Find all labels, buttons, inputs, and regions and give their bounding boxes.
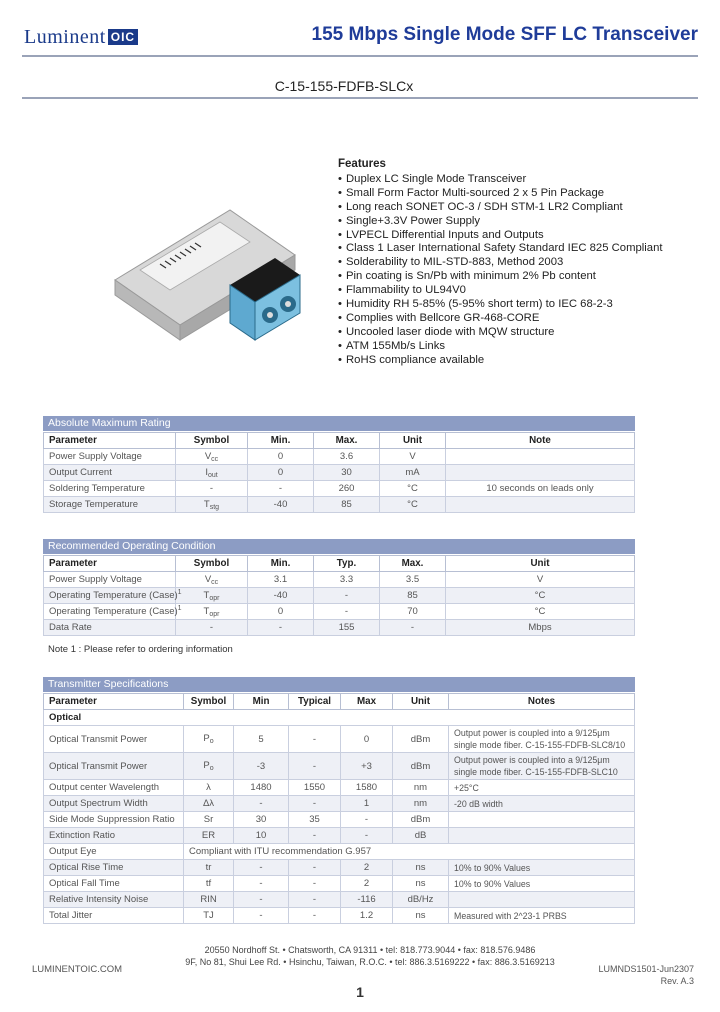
typ-cell: - [314,588,380,604]
note-cell [449,812,635,828]
unit-cell: °C [446,604,635,620]
column-header: Unit [380,433,446,449]
tx-table [43,693,635,924]
typ-cell: - [289,860,341,876]
max-cell: - [341,812,393,828]
footer-website: LUMINENTOIC.COM [32,964,123,975]
table-row [44,908,635,924]
typ-cell: 3.3 [314,572,380,588]
abs-max-table [43,432,635,513]
symbol-subscript: cc [211,578,219,586]
note-cell [446,449,635,465]
symbol-cell: Δλ [184,796,234,812]
note-cell: +25°C [449,780,635,796]
column-header: Typ. [314,556,380,572]
feature-item: • Uncooled laser diode with MQW structure [338,326,698,340]
note-cell: Measured with 2^23-1 PRBS [449,908,635,924]
feature-item: • Single+3.3V Power Supply [338,215,698,229]
unit-cell: V [446,572,635,588]
max-cell: 2 [341,860,393,876]
symbol-subscript: o [209,738,214,745]
max-cell: 0 [341,726,393,753]
parameter-cell: Output Current [44,465,176,481]
parameter-cell: Output center Wavelength [44,780,184,796]
unit-cell: dBm [393,753,449,780]
column-header: Unit [446,556,635,572]
symbol-subscript: cc [211,455,219,463]
table-row [44,892,635,908]
feature-item: • Solderability to MIL-STD-883, Method 2003 [338,256,698,270]
symbol-cell: tr [184,860,234,876]
max-cell: 70 [380,604,446,620]
rec-op-title: Recommended Operating Condition [43,539,635,554]
note-cell: 10 seconds on leads only [446,481,635,497]
typ-cell: - [289,726,341,753]
symbol-cell: ER [184,828,234,844]
min-cell: 0 [248,604,314,620]
unit-cell: ns [393,860,449,876]
tx-title: Transmitter Specifications [43,677,635,692]
typ-cell: - [289,892,341,908]
max-cell: - [380,620,446,636]
typ-cell: - [289,828,341,844]
footer-doc-id: LUMNDS1501-Jun2307 [598,964,694,974]
unit-cell: V [380,449,446,465]
min-cell: 1480 [234,780,289,796]
typ-cell: - [289,908,341,924]
note-cell [449,892,635,908]
parameter-cell: Optical Fall Time [44,876,184,892]
max-cell: 1 [341,796,393,812]
feature-item: • RoHS compliance available [338,354,698,368]
note-cell: 10% to 90% Values [449,876,635,892]
parameter-cell: Power Supply Voltage [44,449,176,465]
column-header: Note [446,433,635,449]
parameter-cell: Operating Temperature (Case)$^1$ [44,588,176,604]
rec-op-note: Note 1 : Please refer to ordering information [48,644,233,655]
symbol-cell: - [176,620,248,636]
note-cell: -20 dB width [449,796,635,812]
symbol-cell: $I_{out}$ [176,465,248,481]
max-cell: 2 [341,876,393,892]
column-header: Parameter [44,694,184,710]
footer-address-us: 20550 Nordhoff St. • Chatsworth, CA 91311 • tel: 818.773.9044 • fax: 818.576.9486 [204,945,536,955]
symbol-cell: $T_{opr}$ [176,588,248,604]
column-header: Symbol [176,556,248,572]
symbol-cell: $T_{stg}$ [176,497,248,513]
page-number: 1 [356,984,364,1000]
parameter-cell: Storage Temperature [44,497,176,513]
section-subheading-row [44,710,635,726]
company-logo [24,26,138,49]
unit-cell: dBm [393,812,449,828]
features-list [338,158,698,368]
min-cell: 30 [234,812,289,828]
unit-cell: °C [380,481,446,497]
unit-cell: Mbps [446,620,635,636]
symbol-cell: TJ [184,908,234,924]
min-cell: - [234,908,289,924]
max-cell: - [341,828,393,844]
footer-address-tw: 9F, No 81, Shui Lee Rd. • Hsinchu, Taiwan, R.O.C. • tel: 886.3.5169222 • fax: 886.3.5169213 [185,957,555,967]
note-cell: 10% to 90% Values [449,860,635,876]
column-header: Min [234,694,289,710]
column-header: Max [341,694,393,710]
table-row [44,481,635,497]
note-cell: Output power is coupled into a 9/125μm single mode fiber. C-15-155-FDFB-SLC10 [449,753,635,780]
column-header: Min. [248,433,314,449]
table-row [44,796,635,812]
parameter-cell: Soldering Temperature [44,481,176,497]
min-cell: 0 [248,449,314,465]
max-cell: 85 [380,588,446,604]
feature-item: • Pin coating is Sn/Pb with minimum 2% Pb content [338,270,698,284]
symbol-cell: Sr [184,812,234,828]
feature-item: • Long reach SONET OC-3 / SDH STM-1 LR2 Compliant [338,201,698,215]
parameter-cell: Relative Intensity Noise [44,892,184,908]
unit-cell: nm [393,780,449,796]
symbol-cell: λ [184,780,234,796]
symbol-cell: tf [184,876,234,892]
parameter-cell: Total Jitter [44,908,184,924]
table-row [44,812,635,828]
footer-rev: Rev. A.3 [660,976,694,986]
note-cell [446,465,635,481]
table-row [44,860,635,876]
min-cell: - [234,876,289,892]
column-header: Min. [248,556,314,572]
table-row [44,828,635,844]
min-cell: 5 [234,726,289,753]
features-heading: Features [338,158,386,170]
symbol-subscript: opr [209,594,220,602]
unit-cell: °C [380,497,446,513]
symbol-cell: RIN [184,892,234,908]
unit-cell: dB/Hz [393,892,449,908]
footnote-marker: 1 [177,605,182,613]
typ-cell: 155 [314,620,380,636]
footer-addresses [170,944,570,968]
table-row [44,753,635,780]
unit-cell: dB [393,828,449,844]
typ-cell: - [314,604,380,620]
column-header: Max. [314,433,380,449]
table-row [44,780,635,796]
feature-item: • Flammability to UL94V0 [338,284,698,298]
typ-cell: - [289,876,341,892]
min-cell: - [234,796,289,812]
max-cell: -116 [341,892,393,908]
parameter-cell: Optical Transmit Power [44,753,184,780]
column-header: Notes [449,694,635,710]
unit-cell: ns [393,908,449,924]
parameter-cell: Output Spectrum Width [44,796,184,812]
page-title: 155 Mbps Single Mode SFF LC Transceiver [311,24,698,45]
note-cell: Output power is coupled into a 9/125μm single mode fiber. C-15-155-FDFB-SLC8/10 [449,726,635,753]
column-header: Symbol [184,694,234,710]
max-cell: 30 [314,465,380,481]
unit-cell: ns [393,876,449,892]
parameter-cell: Data Rate [44,620,176,636]
max-cell: 1.2 [341,908,393,924]
table-row [44,876,635,892]
feature-item: • Humidity RH 5-85% (5-95% short term) to IEC 68-2-3 [338,298,698,312]
column-header: Symbol [176,433,248,449]
typ-cell: 1550 [289,780,341,796]
feature-item: • Complies with Bellcore GR-468-CORE [338,312,698,326]
max-cell: 3.5 [380,572,446,588]
symbol-subscript: stg [209,503,220,511]
parameter-cell: Optical Rise Time [44,860,184,876]
min-cell: -3 [234,753,289,780]
min-cell: 0 [248,465,314,481]
unit-cell: dBm [393,726,449,753]
feature-item: • LVPECL Differential Inputs and Outputs [338,229,698,243]
symbol-cell: $P_o$ [184,726,234,753]
parameter-cell: Side Mode Suppression Ratio [44,812,184,828]
min-cell: -40 [248,588,314,604]
table-row [44,572,635,588]
feature-item: • Duplex LC Single Mode Transceiver [338,173,698,187]
rec-op-table [43,555,635,636]
column-header: Typical [289,694,341,710]
logo-text: Luminent [24,26,106,48]
column-header: Unit [393,694,449,710]
min-cell: - [234,860,289,876]
typ-cell: 35 [289,812,341,828]
max-cell: +3 [341,753,393,780]
unit-cell: nm [393,796,449,812]
min-cell: - [248,481,314,497]
symbol-subscript: opr [209,610,220,618]
symbol-cell: - [176,481,248,497]
unit-cell: mA [380,465,446,481]
min-cell: 10 [234,828,289,844]
table-row [44,465,635,481]
transceiver-photo [110,200,310,360]
unit-cell: °C [446,588,635,604]
column-header: Max. [380,556,446,572]
abs-max-title: Absolute Maximum Rating [43,416,635,431]
min-cell: - [234,892,289,908]
parameter-cell: Output Eye [44,844,184,860]
max-cell: 1580 [341,780,393,796]
spanning-cell: Compliant with ITU recommendation G.957 [184,844,635,860]
table-row [44,726,635,753]
footnote-marker: 1 [177,589,182,597]
note-cell [449,828,635,844]
table-row [44,604,635,620]
parameter-cell: Power Supply Voltage [44,572,176,588]
table-row [44,449,635,465]
header-rule [22,55,698,57]
symbol-cell: $V_{cc}$ [176,572,248,588]
header-rule-bottom [22,97,698,99]
column-header: Parameter [44,556,176,572]
min-cell: - [248,620,314,636]
min-cell: -40 [248,497,314,513]
symbol-subscript: o [209,765,214,772]
optical-subheading: Optical [44,710,635,726]
symbol-cell: $V_{cc}$ [176,449,248,465]
feature-item: • Small Form Factor Multi-sourced 2 x 5 Pin Package [338,187,698,201]
table-row [44,497,635,513]
max-cell: 85 [314,497,380,513]
symbol-cell: $P_o$ [184,753,234,780]
table-row [44,620,635,636]
typ-cell: - [289,796,341,812]
symbol-subscript: out [207,471,218,479]
note-cell [446,497,635,513]
column-header: Parameter [44,433,176,449]
parameter-cell: Operating Temperature (Case)$^1$ [44,604,176,620]
feature-item: • Class 1 Laser International Safety Standard IEC 825 Compliant [338,242,698,256]
parameter-cell: Extinction Ratio [44,828,184,844]
table-row [44,844,635,860]
parameter-cell: Optical Transmit Power [44,726,184,753]
typ-cell: - [289,753,341,780]
min-cell: 3.1 [248,572,314,588]
table-row [44,588,635,604]
max-cell: 260 [314,481,380,497]
symbol-cell: $T_{opr}$ [176,604,248,620]
part-number: C-15-155-FDFB-SLCx [274,78,414,94]
feature-item: • ATM 155Mb/s Links [338,340,698,354]
max-cell: 3.6 [314,449,380,465]
logo-badge: OIC [108,29,138,45]
